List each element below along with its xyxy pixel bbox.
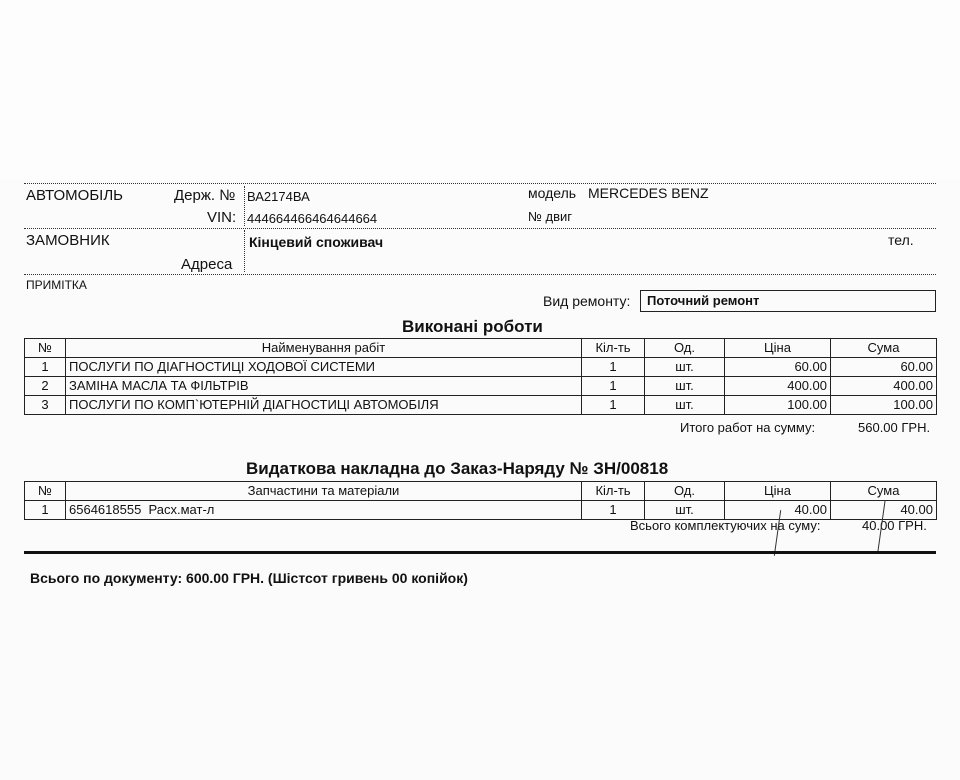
repair-type-box: Поточний ремонт [640,290,936,312]
vin-label: VIN: [207,209,237,226]
row-number: 1 [25,358,66,377]
customer-name: Кінцевий споживач [249,234,384,250]
divider-customer [24,274,936,275]
row-price: 100.00 [725,396,831,415]
table-row [25,501,937,520]
works-total-value: 560.00 ГРН. [858,420,931,435]
works-col-unit: Од. [645,339,725,358]
row-qty: 1 [582,377,645,396]
parts-col-price: Ціна [725,482,831,501]
blank-top-area [0,0,960,180]
parts-col-unit: Од. [645,482,725,501]
row-name: 6564618555 Расх.мат-л [66,501,582,520]
works-header-row [25,339,937,358]
customer-divider-vertical [244,230,245,272]
row-qty: 1 [582,501,645,520]
vehicle-section-label: АВТОМОБІЛЬ [26,187,124,204]
works-title: Виконані роботи [402,317,543,336]
row-name: ПОСЛУГИ ПО ДІАГНОСТИЦІ ХОДОВОЇ СИСТЕМИ [66,358,582,377]
plate-label: Держ. № [174,187,236,204]
row-unit: шт. [645,358,725,377]
works-col-qty: Кіл-ть [582,339,645,358]
engine-label: № двиг [528,209,573,224]
row-price: 60.00 [725,358,831,377]
works-table [24,338,937,415]
table-row [25,396,937,415]
row-number: 3 [25,396,66,415]
row-sum: 400.00 [831,377,937,396]
plate-value: ВА2174ВА [247,189,310,204]
vehicle-divider-vertical [244,186,245,226]
vin-value: 444664466464644664 [247,211,378,226]
row-number: 2 [25,377,66,396]
parts-title: Видаткова накладна до Заказ-Наряду № ЗН/00818 [246,459,669,478]
heavy-divider [24,551,936,554]
row-sum: 100.00 [831,396,937,415]
works-col-number: № [25,339,66,358]
parts-col-name: Запчастини та матеріали [66,482,582,501]
note-label: ПРИМІТКА [26,278,87,292]
parts-table [24,481,937,520]
table-row [25,377,937,396]
model-value: MERCEDES BENZ [588,185,709,201]
row-unit: шт. [645,377,725,396]
parts-total-label: Всього комплектуючих на суму: [630,518,821,533]
customer-section-label: ЗАМОВНИК [26,232,110,249]
row-name: ПОСЛУГИ ПО КОМП`ЮТЕРНІЙ ДІАГНОСТИЦІ АВТОМОБІЛЯ [66,396,582,415]
parts-header-row [25,482,937,501]
address-label: Адреса [181,256,233,273]
row-unit: шт. [645,501,725,520]
row-sum: 60.00 [831,358,937,377]
works-col-sum: Сума [831,339,937,358]
parts-col-number: № [25,482,66,501]
repair-type-label: Вид ремонту: [543,293,631,309]
row-qty: 1 [582,396,645,415]
parts-col-qty: Кіл-ть [582,482,645,501]
works-col-name: Найменування рабіт [66,339,582,358]
works-col-price: Ціна [725,339,831,358]
row-qty: 1 [582,358,645,377]
row-price: 400.00 [725,377,831,396]
row-number: 1 [25,501,66,520]
divider-vehicle [24,228,936,229]
model-label: модель [528,185,577,201]
works-total-label: Итого работ на сумму: [680,420,816,435]
phone-label: тел. [888,232,914,248]
row-unit: шт. [645,396,725,415]
row-name: ЗАМІНА МАСЛА ТА ФІЛЬТРІВ [66,377,582,396]
work-order-sheet [24,180,936,590]
document-total: Всього по документу: 600.00 ГРН. (Шістсот гривень 00 копійок) [30,570,468,586]
row-price: 40.00 [725,501,831,520]
parts-col-sum: Сума [831,482,937,501]
divider-top [24,183,936,184]
table-row [25,358,937,377]
row-sum: 40.00 [831,501,937,520]
parts-total-value: 40.00 ГРН. [862,518,927,533]
